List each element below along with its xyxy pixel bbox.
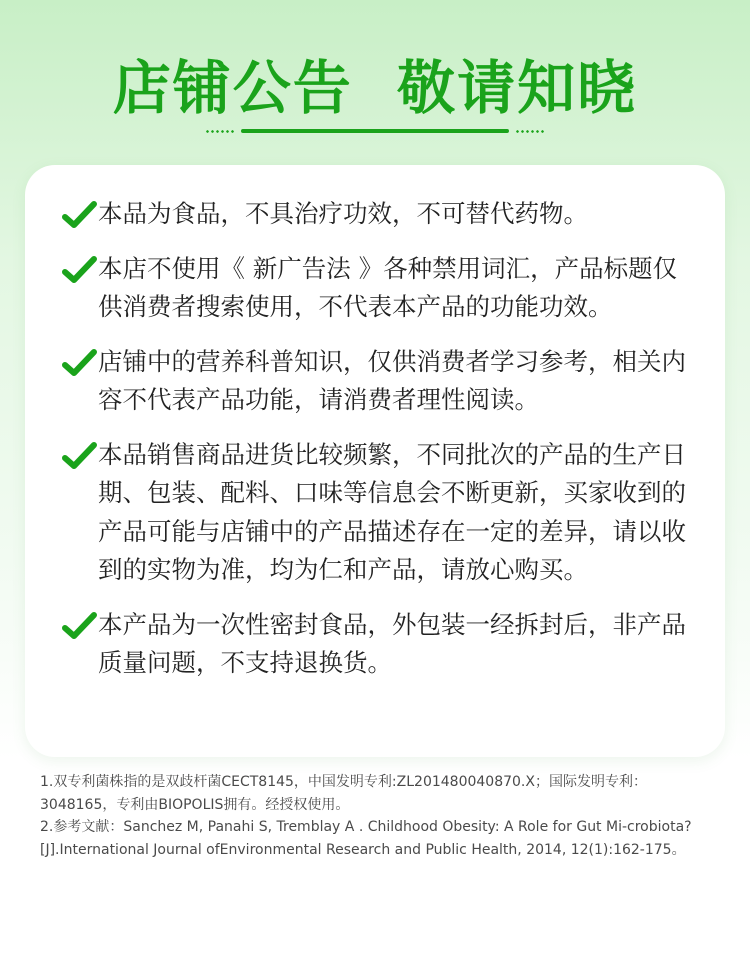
page-title: 店铺公告 敬请知晓 — [112, 54, 638, 122]
footnote-reference: 2.参考文献：Sanchez M, Panahi S, Tremblay A . Childhood Obesity: A Role for Gut Mi-crobiota?[J].International Journal ofEnvironmental Research and Public Health, 2014, 12(1):162-175。 — [40, 819, 692, 858]
notice-item — [62, 436, 692, 590]
check-icon — [62, 442, 98, 470]
divider-bar — [241, 129, 509, 133]
notice-item — [62, 606, 692, 683]
notice-text: 本品销售商品进货比较频繁，不同批次的产品的生产日期、包装、配料、口味等信息会不断更新，买家收到的产品可能与店铺中的产品描述存在一定的差异，请以收到的实物为准，均为仁和产品，请放心购买。 — [98, 439, 686, 584]
notice-text: 本产品为一次性密封食品，外包装一经拆封后，非产品质量问题，不支持退换货。 — [98, 609, 686, 677]
check-icon — [62, 256, 98, 284]
footnote-patent: 1.双专利菌株指的是双歧杆菌CECT8145，中国发明专利:ZL201480040870.X；国际发明专利：3048165，专利由BIOPOLIS拥有。经授权使用。 — [40, 774, 647, 813]
check-icon — [62, 201, 98, 229]
notice-list — [62, 195, 692, 699]
title-divider — [205, 124, 545, 140]
divider-dots-left — [205, 130, 235, 133]
notice-text: 本店不使用《 新广告法 》各种禁用词汇，产品标题仅供消费者搜索使用，不代表本产品的功能功效。 — [98, 253, 678, 321]
notice-text: 本品为食品，不具治疗功效，不可替代药物。 — [98, 199, 588, 228]
notice-text: 店铺中的营养科普知识，仅供消费者学习参考，相关内容不代表产品功能，请消费者理性阅读。 — [98, 346, 686, 414]
footnotes — [40, 771, 710, 861]
notice-item — [62, 250, 692, 327]
notice-item — [62, 343, 692, 420]
check-icon — [62, 612, 98, 640]
divider-dots-right — [515, 130, 545, 133]
notice-item — [62, 195, 692, 234]
check-icon — [62, 349, 98, 377]
